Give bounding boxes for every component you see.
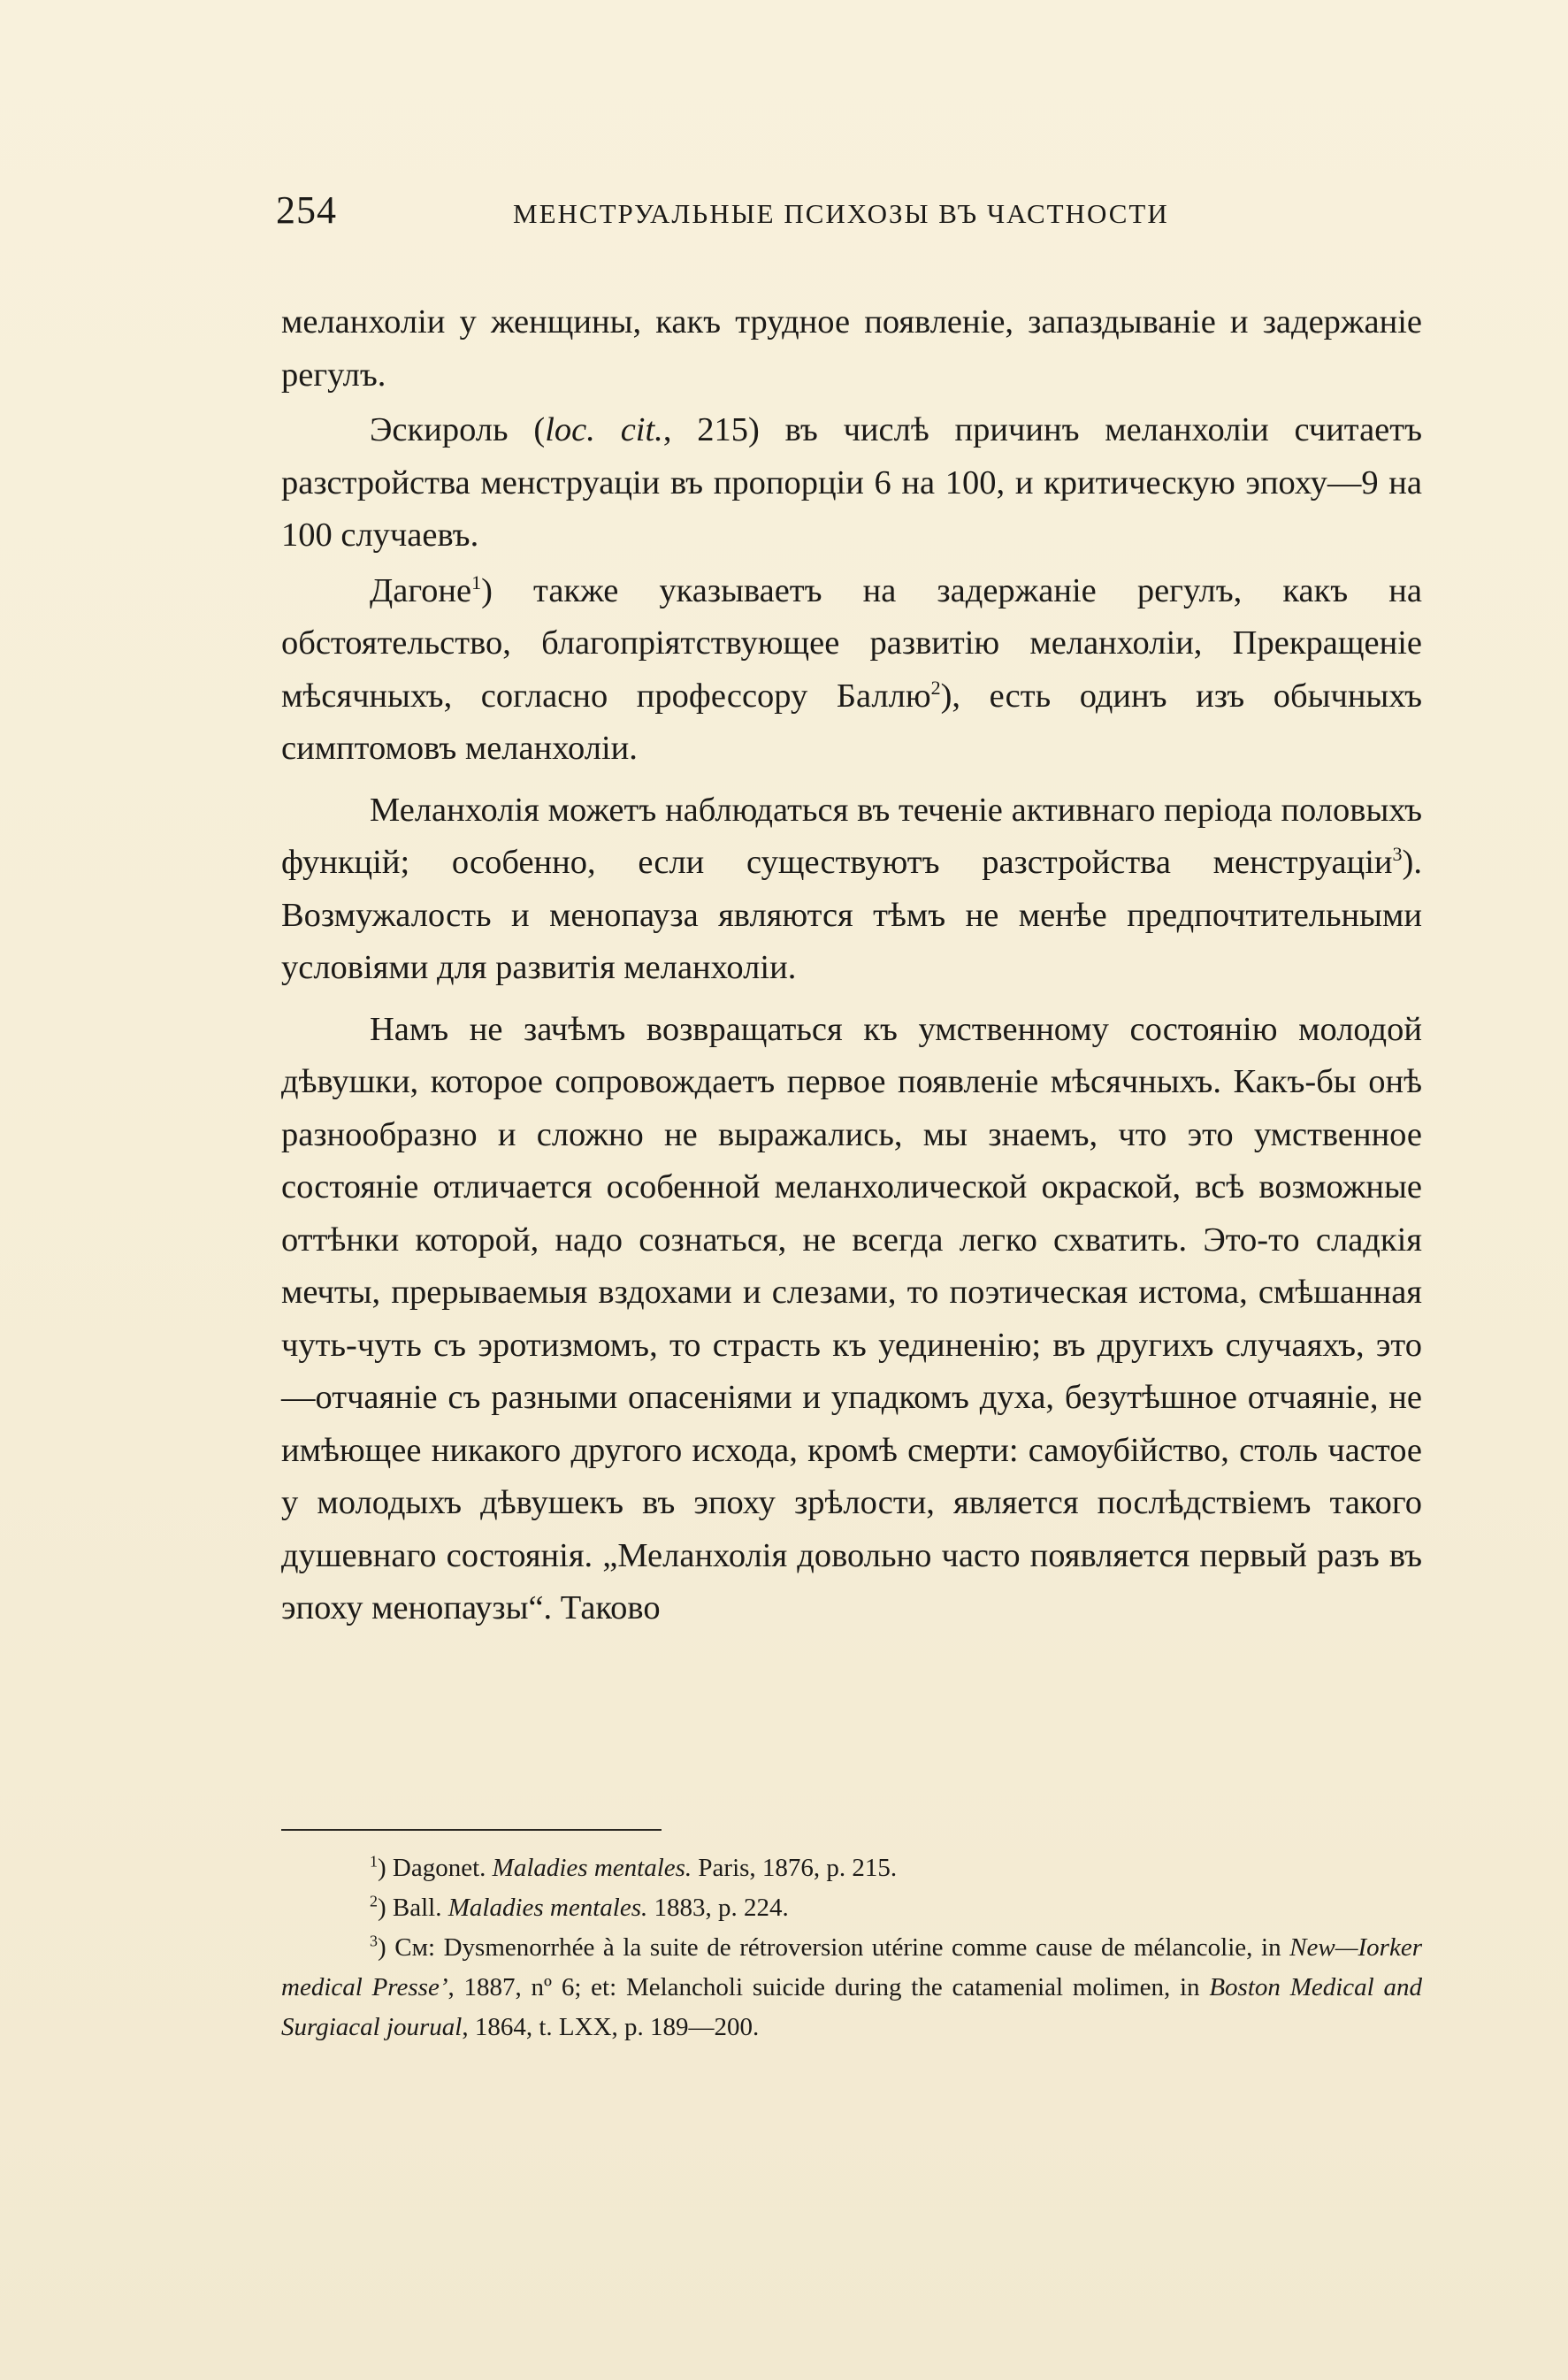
footnote-3 bbox=[281, 1928, 1422, 2047]
footnote-ref-1: 1 bbox=[471, 570, 482, 593]
paragraph-4-text-b: ). Возмужалость и менопауза являются тѣмъ не менѣе предпочтительными условіями для развитія меланхоліи. bbox=[281, 844, 1422, 986]
paragraph-4 bbox=[281, 784, 1422, 995]
footnote-2-author: ) Ball. bbox=[378, 1894, 448, 1922]
footnote-1-title: Maladies mentales. bbox=[492, 1854, 692, 1882]
paragraph-4-text-a: Меланхолія можетъ наблюдаться въ теченіе активнаго періода половыхъ функцій; особенно, если существуютъ разстройства менструаціи bbox=[281, 791, 1422, 881]
paragraph-2 bbox=[281, 404, 1422, 562]
footnote-ref-3: 3 bbox=[1392, 843, 1403, 866]
footnote-1-author: ) Dagonet. bbox=[378, 1854, 493, 1882]
paragraph-3-text-b: ) также указываетъ на задержаніе регулъ, какъ на обстоятельство, благопріятствующее развитію меланхоліи, Прекращеніе мѣсячныхъ, согласно профессору Баллю bbox=[281, 571, 1422, 715]
paragraph-1: меланхоліи у женщины, какъ трудное появленіе, запаздываніе и задержаніе регулъ. bbox=[281, 303, 1422, 394]
footnote-3-text-c: , 1864, t. LXX, p. 189—200. bbox=[462, 2013, 760, 2041]
footnote-2-title: Maladies mentales. bbox=[447, 1894, 648, 1922]
paragraph-2-text-a: Эскироль ( bbox=[370, 411, 546, 448]
footnote-3-title-2: Boston Medical and Surgiacal jourual bbox=[281, 1973, 1422, 2041]
footnote-ref-2: 2 bbox=[930, 676, 941, 699]
page-header bbox=[276, 187, 1426, 249]
footnote-2-details: 1883, p. 224. bbox=[647, 1894, 789, 1922]
running-head: МЕНСТРУАЛЬНЫЕ ПСИХОЗЫ ВЪ ЧАСТНОСТИ bbox=[513, 198, 1169, 229]
page-number: 254 bbox=[276, 188, 337, 232]
paragraph-3-text-c: ), есть одинъ изъ обычныхъ симптомовъ меланхоліи. bbox=[281, 677, 1422, 767]
footnote-2-number: 2 bbox=[370, 1892, 378, 1910]
footnote-1 bbox=[281, 1848, 1422, 1888]
paragraph-5: Намъ не зачѣмъ возвращаться къ умственному состоянію молодой дѣвушки, которое сопровождаетъ первое появленіе мѣсячныхъ. Какъ-бы онѣ разнообразно и сложно не выражались, мы знаемъ, что это умственное состояніе отличается особенной меланхолической окраской, всѣ возможные оттѣнки которой, надо сознаться, не всегда легко схватить. Это-то сладкія мечты, прерываемыя вздохами и слезами, то поэтическая истома, смѣшанная чуть-чуть съ эротизмомъ, то страсть къ уединенію; въ другихъ случаяхъ, это—отчаяніе съ разными опасеніями и упадкомъ духа, безутѣшное отчаяніе, не имѣющее никакого другого исхода, кромѣ смерти: самоубійство, столь частое у молодыхъ дѣвушекъ въ эпоху зрѣлости, является послѣдствіемъ такого душевнаго состоянія. „Меланхолія довольно часто появляется первый разъ въ эпоху менопаузы“. Таково bbox=[281, 1010, 1422, 1626]
footnote-3-text-b: , 1887, nº 6; et: Melancholi suicide during the catamenial molimen, in bbox=[447, 1973, 1210, 2001]
paragraph-3 bbox=[281, 565, 1422, 776]
citation-loc-cit: loc. cit. bbox=[545, 411, 663, 448]
footnotes bbox=[281, 1848, 1422, 2047]
body-text bbox=[281, 296, 1422, 1638]
footnote-3-text-a: ) См: Dysmenorrhée à la suite de rétroversion utérine comme cause de mélancolie, in bbox=[378, 1933, 1290, 1962]
footnote-3-number: 3 bbox=[370, 1932, 378, 1950]
paragraph-2-text-b: , 215) въ числѣ причинъ меланхоліи считаетъ разстройства менструаціи въ пропорціи 6 на 100, и критическую эпоху—9 на 100 случаевъ. bbox=[281, 411, 1422, 554]
footnote-1-number: 1 bbox=[370, 1852, 378, 1871]
footnote-3-title-1: New—Iorker medical Presse’ bbox=[281, 1933, 1422, 2001]
footnote-divider bbox=[281, 1829, 662, 1831]
paragraph-3-text-a: Дагоне bbox=[370, 571, 472, 609]
footnote-1-details: Paris, 1876, p. 215. bbox=[692, 1854, 898, 1882]
footnote-2 bbox=[281, 1888, 1422, 1928]
